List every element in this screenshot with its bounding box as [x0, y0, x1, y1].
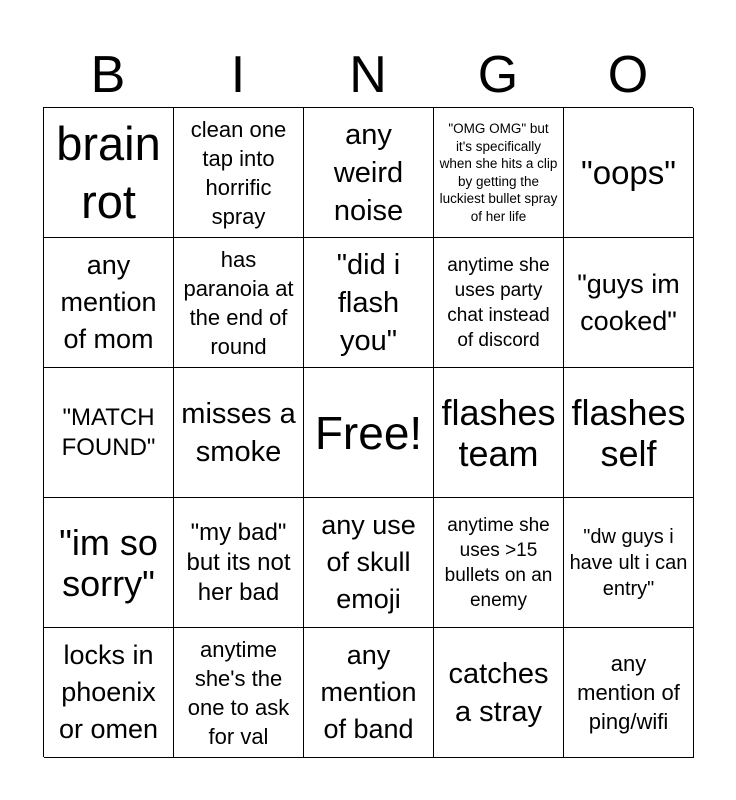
bingo-cell-text: misses a smoke: [181, 397, 296, 468]
bingo-cell-text: any mention of ping/wifi: [577, 651, 680, 734]
header-letter-g: G: [477, 46, 519, 104]
bingo-cell[interactable]: [434, 108, 564, 238]
bingo-cell[interactable]: [174, 108, 304, 238]
bingo-cell[interactable]: [174, 628, 304, 758]
bingo-cell[interactable]: [304, 498, 434, 628]
bingo-cell-text: catches a stray: [448, 657, 549, 728]
bingo-cell[interactable]: [44, 368, 174, 498]
free-space-text: Free!: [314, 406, 423, 459]
free-space-cell[interactable]: [304, 368, 434, 498]
bingo-cell[interactable]: [564, 108, 694, 238]
header-letter-n: N: [349, 46, 387, 104]
bingo-cell[interactable]: [304, 628, 434, 758]
bingo-cell[interactable]: [434, 368, 564, 498]
bingo-cell[interactable]: [174, 238, 304, 368]
bingo-cell[interactable]: [44, 238, 174, 368]
bingo-cell-text: "im so sorry": [59, 521, 158, 604]
bingo-cell-text: "guys im cooked": [577, 268, 680, 336]
bingo-cell[interactable]: [44, 108, 174, 238]
bingo-cell[interactable]: [434, 238, 564, 368]
bingo-cell-text: anytime she uses party chat instead of discord: [447, 254, 550, 351]
bingo-cell[interactable]: [434, 628, 564, 758]
bingo-cell-text: any use of skull emoji: [321, 510, 416, 614]
bingo-cell-text: any mention of mom: [60, 250, 157, 354]
bingo-cell[interactable]: [44, 628, 174, 758]
bingo-cell[interactable]: [304, 108, 434, 238]
bingo-cell-text: anytime she uses >15 bullets on an enemy: [444, 514, 553, 611]
header-letter-i: I: [230, 46, 246, 104]
bingo-cell-text: any weird noise: [333, 118, 404, 227]
bingo-cell-text: "MATCH FOUND": [61, 403, 156, 461]
bingo-cell-text: clean one tap into horrific spray: [190, 116, 287, 229]
bingo-cell-text: "dw guys i have ult i can entry": [569, 525, 688, 600]
bingo-cell-text: "did i flash you": [336, 248, 401, 357]
bingo-grid: [43, 107, 693, 757]
bingo-cell[interactable]: [174, 498, 304, 628]
bingo-cell[interactable]: [564, 628, 694, 758]
bingo-cell-text: "OMG OMG" but it's specifically when she hits a clip by getting the luckiest bullet spray of her life: [439, 121, 558, 224]
header-letter-b: B: [90, 46, 126, 104]
bingo-cell-text: flashes team: [441, 391, 556, 474]
header-letter-o: O: [607, 46, 649, 104]
bingo-cell[interactable]: [564, 238, 694, 368]
bingo-cell[interactable]: [434, 498, 564, 628]
bingo-header: [43, 44, 693, 106]
bingo-cell-text: flashes self: [571, 391, 686, 474]
bingo-cell-text: has paranoia at the end of round: [183, 246, 294, 359]
bingo-cell[interactable]: [174, 368, 304, 498]
bingo-cell[interactable]: [564, 368, 694, 498]
bingo-cell[interactable]: [564, 498, 694, 628]
bingo-cell-text: "oops": [581, 154, 676, 191]
bingo-cell-text: "my bad" but its not her bad: [186, 518, 291, 606]
bingo-cell[interactable]: [44, 498, 174, 628]
bingo-cell-text: anytime she's the one to ask for val: [187, 636, 290, 749]
bingo-cell-text: any mention of band: [320, 640, 417, 744]
bingo-cell-text: brain rot: [56, 116, 161, 228]
bingo-cell-text: locks in phoenix or omen: [58, 640, 159, 744]
bingo-cell[interactable]: [304, 238, 434, 368]
